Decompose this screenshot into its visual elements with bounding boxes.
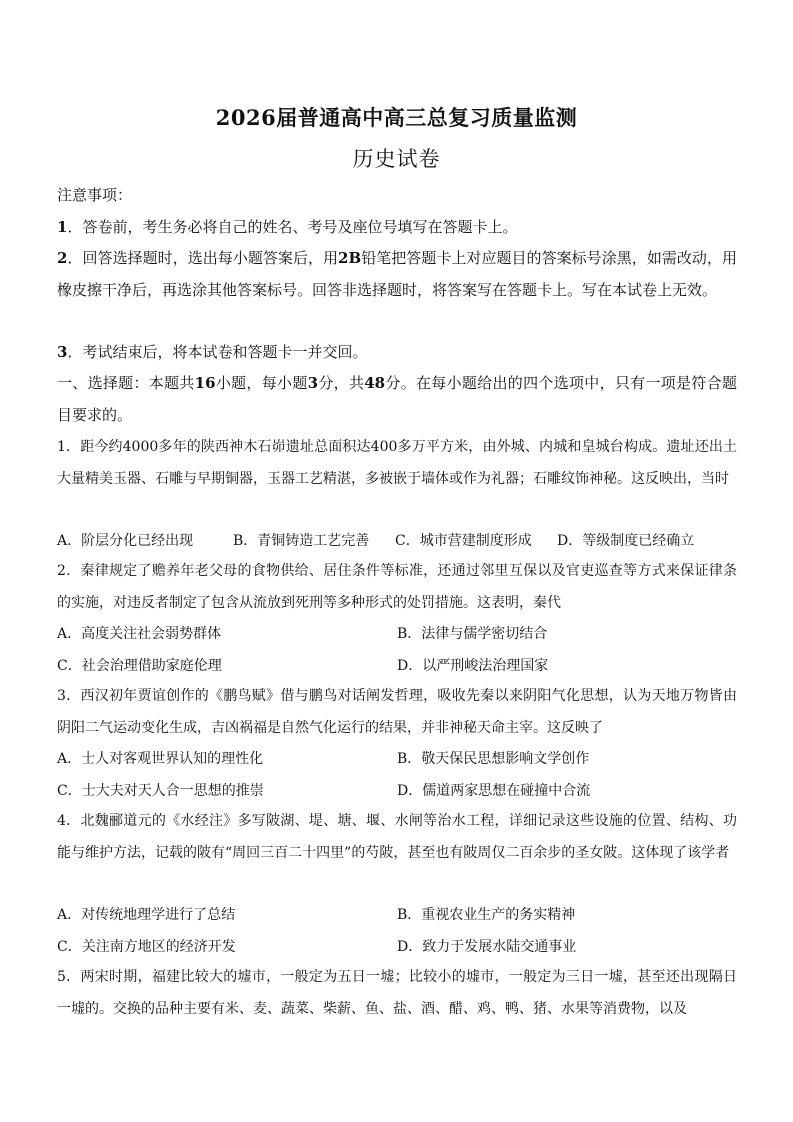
note-number: 1 [57,218,68,236]
note-text: ．回答选择题时，选出每小题答案后，用 [67,249,339,267]
option-a: A．高度关注社会弱势群体 [57,626,222,642]
option-c: C．关注南方地区的经济开发 [57,939,236,955]
question-2-options-row2 [57,655,747,679]
note-number: 3 [57,343,68,361]
question-3-options-row2 [57,780,747,804]
points-each: 3 [307,374,319,392]
option-a: A．对传统地理学进行了总结 [57,907,236,923]
section-instructions [57,368,737,431]
option-b: B．法律与儒学密切结合 [397,626,548,642]
option-a: A．阶层分化已经出现 [57,533,194,549]
pencil-grade: 2B [338,249,362,267]
option-b: B．敬天保民思想影响文学创作 [397,751,590,767]
question-2-options [57,623,747,647]
question-4-stem: 4．北魏郦道元的《水经注》多写陂湖、堤、塘、堰、水闸等治水工程，详细记录这些设施的位置、结构、功能与维护方法，记载的陂有“周回三百二十四里”的芍陂，甚至也有陂周仅二百余步的圣女陂。这体现了该学者 [57,813,737,861]
note-number: 2 [57,249,68,267]
option-d: D．等级制度已经确立 [557,533,695,549]
question-4-options [57,904,747,928]
section-text: 小题，每小题 [215,374,308,392]
question-3-options [57,748,747,772]
question-3-stem: 3．西汉初年贾谊创作的《鹏鸟赋》借与鹏鸟对话阐发哲理，吸收先秦以来阴阳气化思想，认为天地万物皆由阴阳二气运动变化生成，吉凶祸福是自然气化运行的结果，并非神秘天命主宰。这反映了 [57,688,737,736]
option-c: C．城市营建制度形成 [395,533,532,549]
note-item-1 [57,212,737,244]
option-d: D．以严刑峻法治理国家 [397,658,549,674]
question-2-stem: 2．秦律规定了赡养年老父母的食物供给、居住条件等标准，还通过邻里互保以及官吏巡查等方式来保证律条的实施，对违反者制定了包含从流放到死刑等多种形式的处罚措施。这表明，秦代 [57,563,737,611]
option-b: B．重视农业生产的务实精神 [397,907,576,923]
note-text: ．答卷前，考生务必将自己的姓名、考号及座位号填写在答题卡上。 [67,218,518,236]
section-text: 分，共 [318,374,365,392]
question-1-stem: 1．距今约4000多年的陕西神木石峁遗址总面积达400多万平方米，由外城、内城和皇城台构成。遗址还出土大量精美玉器、石雕与早期铜器，玉器工艺精湛，多被嵌于墙体或作为礼器；石雕纹饰神秘。这反映出，当时 [57,439,737,487]
option-c: C．社会治理借助家庭伦理 [57,658,222,674]
option-c: C．士大夫对天人合一思想的推崇 [57,783,264,799]
page-title: 2026届普通高中高三总复习质量监测 [215,105,578,130]
question-5-stem: 5．两宋时期，福建比较大的墟市，一般定为五日一墟；比较小的墟市，一般定为三日一墟，甚至还出现隔日一墟的。交换的品种主要有米、麦、蔬菜、柴薪、鱼、盐、酒、醋、鸡、鸭、猪、水果等消费物，以及 [57,969,737,1017]
note-item-2 [57,243,737,306]
option-d: D．致力于发展水陆交通事业 [397,939,577,955]
option-b: B．青铜铸造工艺完善 [233,533,370,549]
subject-title: 历史试卷 [352,147,441,171]
option-d: D．儒道两家思想在碰撞中合流 [397,783,591,799]
notes-heading: 注意事项： [57,186,133,204]
section-text: 一、选择题：本题共 [57,374,195,392]
note-text: 铅笔把答题卡上对应题目的答案标号涂黑，如需改动，用橡皮擦干净后，再选涂其他答案标号。回答非选择题时，将答案写在答题卡上。写在本试卷上无效。 [57,249,737,299]
section-text: 分。在每小题给出的四个选项中，只有一项是符合题目要求的。 [57,374,737,424]
note-item-3 [57,337,737,369]
question-count: 16 [194,374,216,392]
question-1-options [57,530,747,554]
question-4-options-row2 [57,936,747,960]
points-total: 48 [364,374,386,392]
note-text: ．考试结束后，将本试卷和答题卡一并交回。 [67,343,368,361]
option-a: A．士人对客观世界认知的理性化 [57,751,264,767]
